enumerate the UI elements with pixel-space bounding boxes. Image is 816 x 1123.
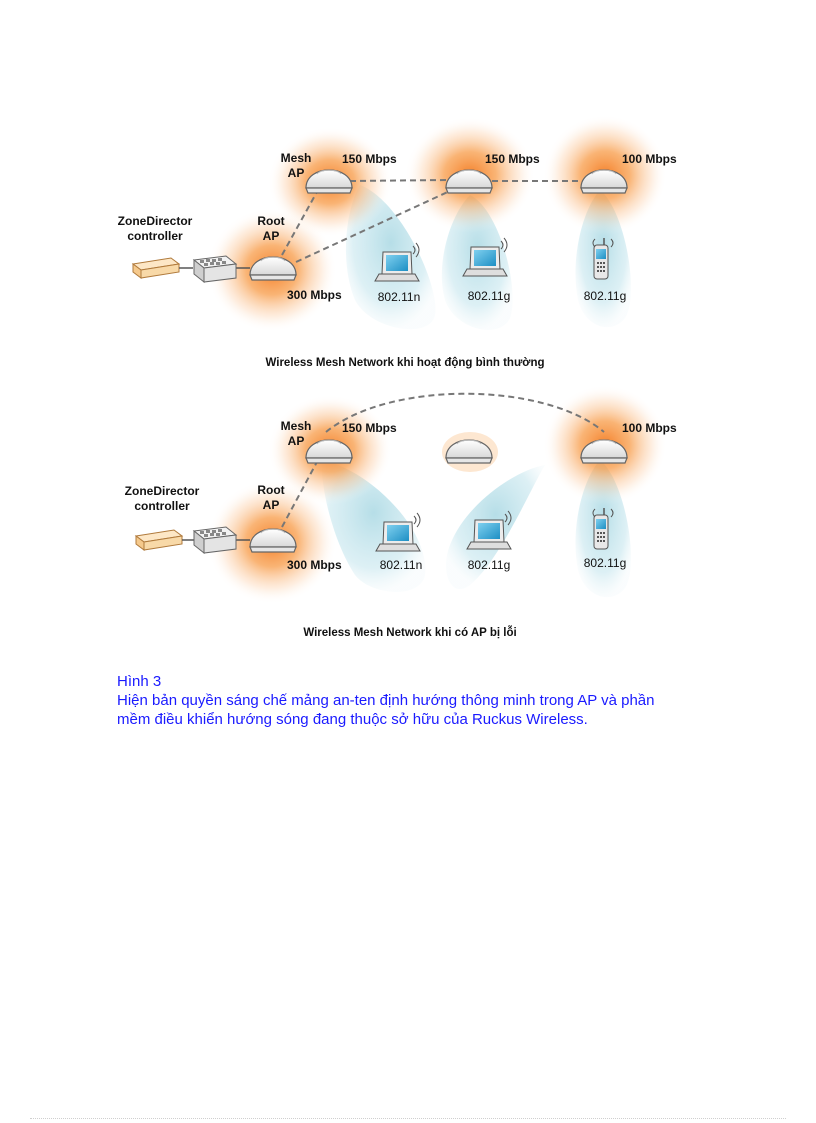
- mesh-ap-label: AP: [287, 166, 305, 180]
- figure-caption: [117, 672, 717, 729]
- client-label: 802.11g: [467, 289, 511, 303]
- client-label: 802.11n: [377, 290, 421, 304]
- client-label: 802.11g: [583, 556, 627, 570]
- rate-label: 150 Mbps: [485, 152, 540, 166]
- rate-label: 300 Mbps: [287, 558, 342, 572]
- switch-device: [194, 256, 236, 282]
- root-ap-label: AP: [262, 498, 280, 512]
- client-label: 802.11g: [583, 289, 627, 303]
- diagram-caption: Wireless Mesh Network khi có AP bị lỗi: [303, 627, 517, 639]
- zonedirector-device: [136, 530, 196, 550]
- controller-label: controller: [134, 499, 190, 513]
- figure-description-line: mềm điều khiển hướng sóng đang thuộc sở hữu của Ruckus Wireless.: [117, 711, 588, 728]
- client-label: 802.11n: [379, 558, 423, 572]
- root-ap-label: Root: [257, 214, 285, 228]
- mesh-ap-label: AP: [287, 434, 305, 448]
- controller-label: ZoneDirector: [117, 214, 193, 228]
- rate-label: 150 Mbps: [342, 152, 397, 166]
- client-label: 802.11g: [467, 558, 511, 572]
- mesh-ap-label: Mesh: [280, 151, 312, 165]
- rate-label: 150 Mbps: [342, 421, 397, 435]
- root-ap-label: AP: [262, 229, 280, 243]
- figure-number: Hình 3: [117, 673, 162, 690]
- rate-label: 100 Mbps: [622, 152, 677, 166]
- figure-description-line: Hiện bản quyền sáng chế mảng an-ten định hướng thông minh trong AP và phần: [117, 692, 655, 709]
- page-footer-divider: [30, 1118, 786, 1119]
- rate-label: 300 Mbps: [287, 288, 342, 302]
- failed-ap-icon: [442, 432, 498, 472]
- switch-device: [194, 527, 236, 553]
- root-ap-label: Root: [257, 483, 285, 497]
- diagram-normal: [118, 115, 677, 369]
- zonedirector-device: [133, 258, 193, 278]
- controller-label: controller: [127, 229, 183, 243]
- diagram-caption: Wireless Mesh Network khi hoạt động bình thường: [265, 357, 545, 369]
- mesh-ap-label: Mesh: [280, 419, 312, 433]
- controller-label: ZoneDirector: [124, 484, 200, 498]
- diagram-failed-ap: [125, 385, 677, 639]
- rate-label: 100 Mbps: [622, 421, 677, 435]
